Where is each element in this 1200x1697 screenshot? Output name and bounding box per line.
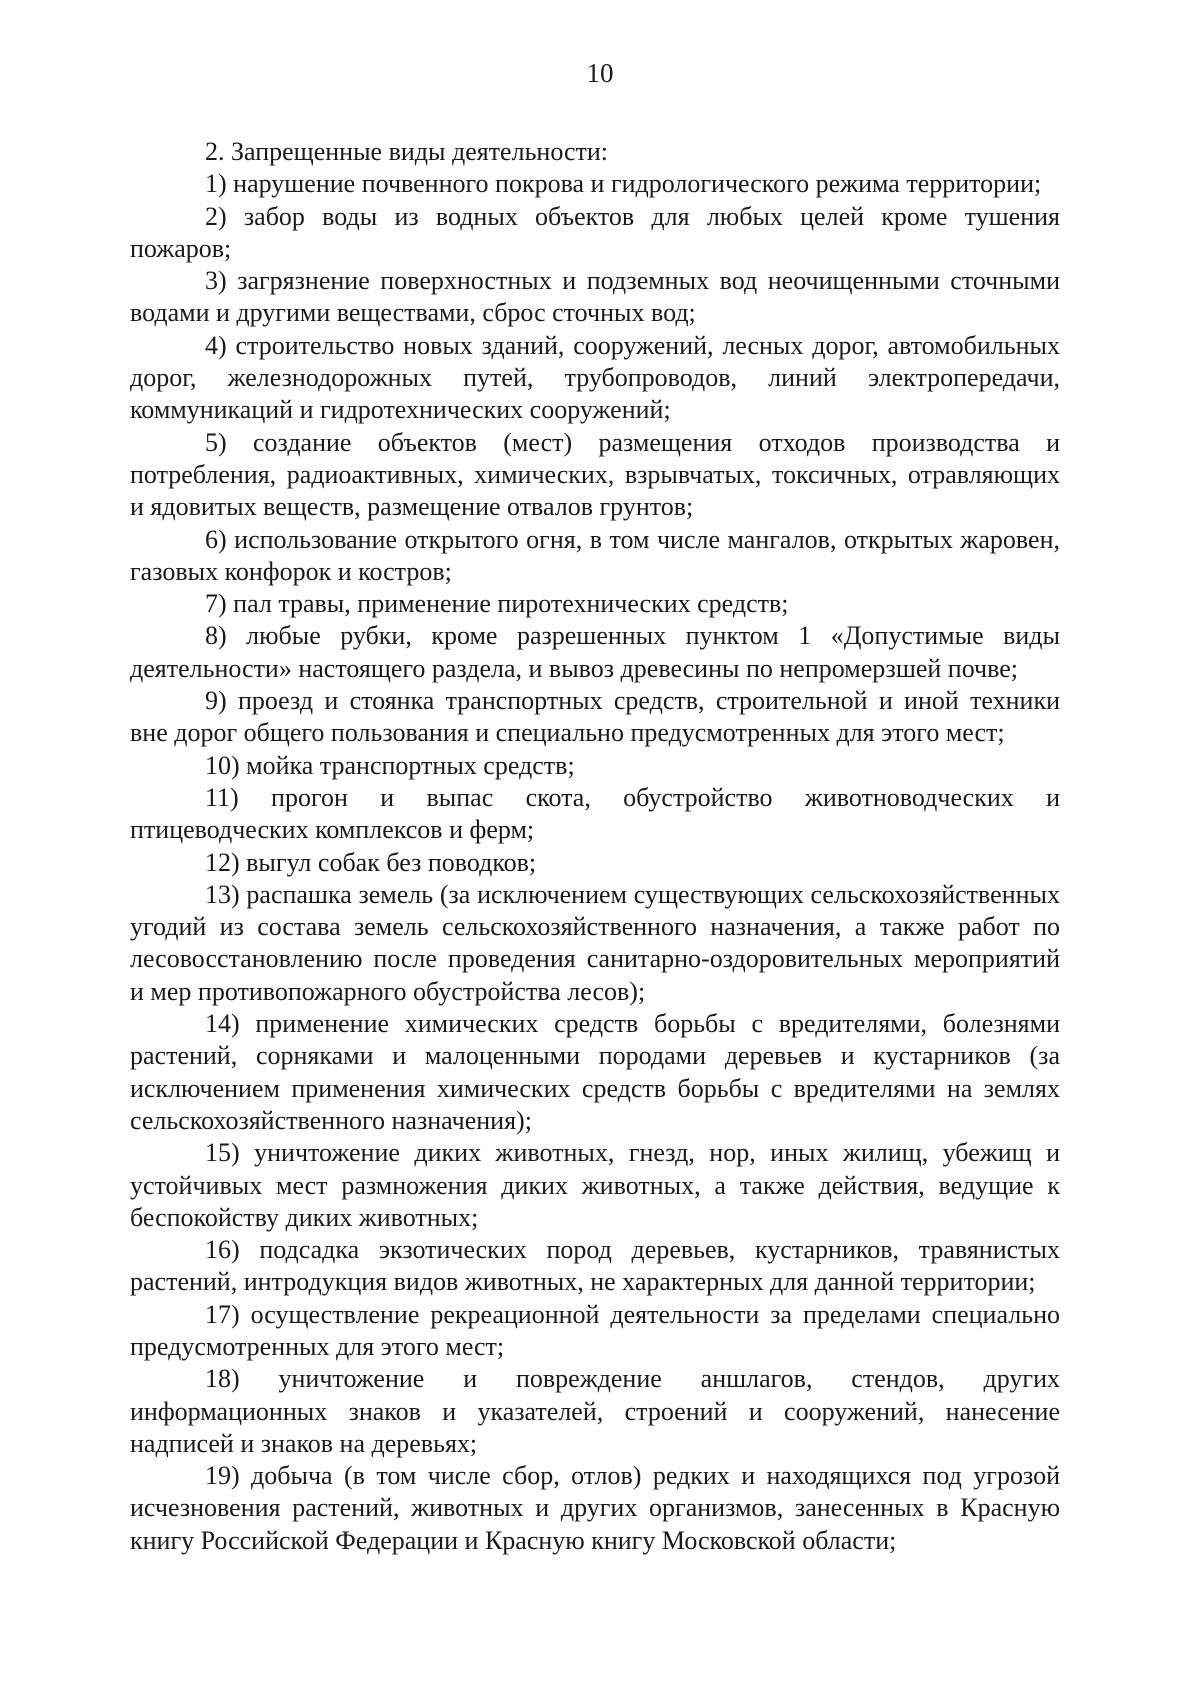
section-heading: 2. Запрещенные виды деятельности: bbox=[205, 137, 609, 166]
list-item: 2) забор воды из водных объектов для любых целей кроме тушения пожаров; bbox=[130, 201, 1060, 263]
list-item: 1) нарушение почвенного покрова и гидрологического режима территории; bbox=[205, 169, 1042, 199]
document-body bbox=[130, 136, 1060, 1557]
list-item: 8) любые рубки, кроме разрешенных пунктом 1 «Допустимые виды деятельности» настоящего раздела, и вывоз древесины по непромерзшей почве; bbox=[130, 621, 1060, 683]
list-item: 5) создание объектов (мест) размещения отходов производства и потребления, радиоактивных, химических, взрывчатых, токсичных, отравляющих и ядовитых веществ, размещение отвалов грунтов; bbox=[130, 427, 1060, 522]
list-item: 17) осуществление рекреационной деятельности за пределами специально предусмотренных для этого мест; bbox=[130, 1299, 1060, 1361]
list-item: 7) пал травы, применение пиротехнических средств; bbox=[205, 589, 789, 619]
list-item: 18) уничтожение и повреждение аншлагов, стендов, других информационных знаков и указателей, строений и сооружений, нанесение надписей и знаков на деревьях; bbox=[130, 1364, 1060, 1458]
list-item: 6) использование открытого огня, в том числе мангалов, открытых жаровен, газовых конфорок и костров; bbox=[130, 524, 1060, 586]
list-item: 19) добыча (в том числе сбор, отлов) редких и находящихся под угрозой исчезновения растений, животных и других организмов, занесенных в Красную книгу Российской Федерации и Красную книгу Московской области; bbox=[130, 1461, 1060, 1555]
list-item: 10) мойка транспортных средств; bbox=[205, 750, 575, 780]
list-item: 14) применение химических средств борьбы с вредителями, болезнями растений, сорняками и малоценными породами деревьев и кустарников (за исключением применения химических средств борьбы с вредителями на землях сельскохозяйственного назначения); bbox=[130, 1009, 1060, 1135]
list-item: 16) подсадка экзотических пород деревьев, кустарников, травянистых растений, интродукция видов животных, не характерных для данной территории; bbox=[130, 1235, 1060, 1297]
list-item: 9) проезд и стоянка транспортных средств, строительной и иной техники вне дорог общего пользования и специально предусмотренных для этого мест; bbox=[130, 686, 1060, 748]
list-item: 4) строительство новых зданий, сооружений, лесных дорог, автомобильных дорог, железнодорожных путей, трубопроводов, линий электропередачи, коммуникаций и гидротехнических сооружений; bbox=[130, 330, 1060, 425]
list-item: 11) прогон и выпас скота, обустройство животноводческих и птицеводческих комплексов и ферм; bbox=[130, 782, 1060, 845]
page-number: 10 bbox=[586, 58, 614, 88]
list-item: 13) распашка земель (за исключением существующих сельскохозяйственных угодий из состава земель сельскохозяйственного назначения, а также работ по лесовосстановлению после проведения санитарно-оздоровительных мероприятий и мер противопожарного обустройства лесов); bbox=[130, 879, 1060, 1006]
list-item: 15) уничтожение диких животных, гнезд, нор, иных жилищ, убежищ и устойчивых мест размножения диких животных, а также действия, ведущие к беспокойству диких животных; bbox=[130, 1138, 1060, 1232]
list-item: 12) выгул собак без поводков; bbox=[205, 847, 537, 877]
list-item: 3) загрязнение поверхностных и подземных вод неочищенными сточными водами и другими веществами, сброс сточных вод; bbox=[130, 266, 1060, 328]
